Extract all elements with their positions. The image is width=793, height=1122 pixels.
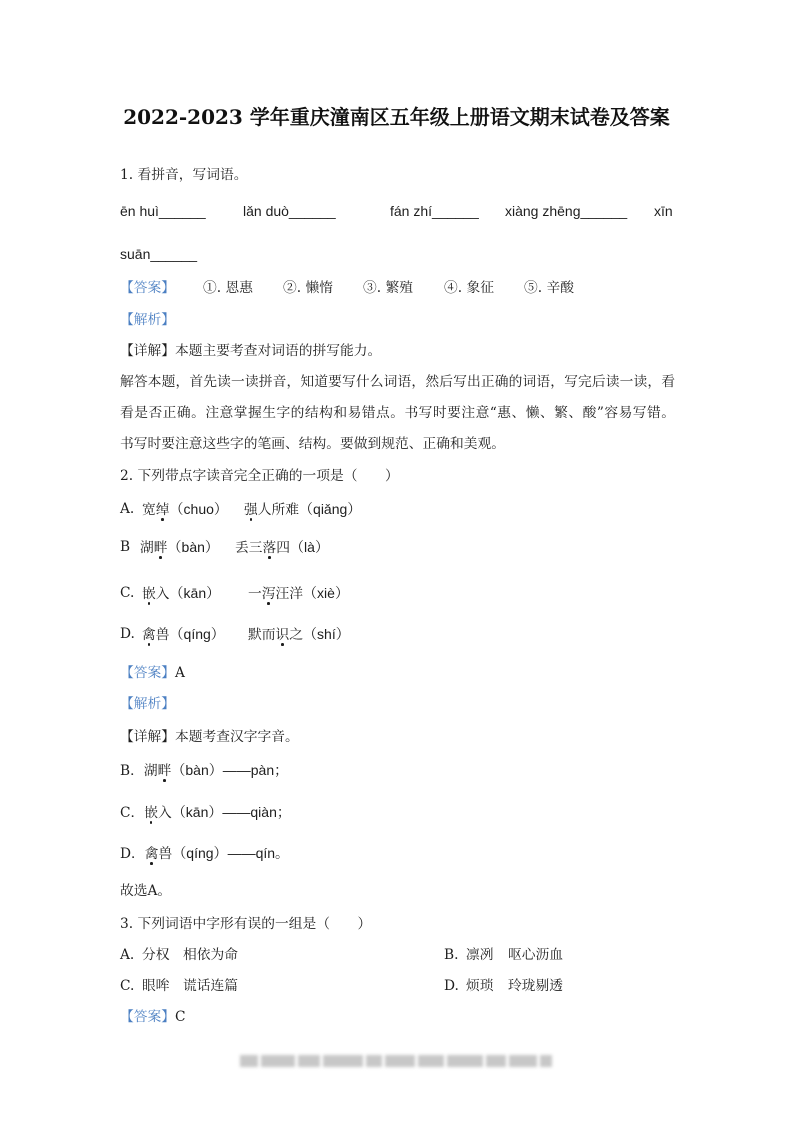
option-letter: B． [120,763,144,779]
word-text: 兽 [158,846,173,862]
answer-item: ③. 繁殖 [363,280,413,296]
word-text: 宽 [142,502,156,518]
emphasis-char: 泻 [261,586,276,602]
option-word [235,537,329,558]
option-word: 相依为命 [183,947,239,963]
option-word [248,583,349,604]
answer-label: 【答案】 [120,280,176,296]
word-text: 人所难 [257,502,300,518]
emphasis-char: 畔 [153,540,168,556]
option-word [142,499,228,520]
pinyin-annotation: （chuo） [169,501,228,517]
pinyin-annotation: （bàn） [167,539,219,555]
option-letter: B. [444,947,459,963]
option-word: 眼哞 [142,978,170,994]
detail-text: 本题考查汉字字音。 [175,729,299,745]
option-word: 烦琐 [466,978,494,994]
option-word [142,583,220,604]
option-letter: A. [120,947,135,963]
explanation-line: 书写时要注意这些字的笔画、结构。要做到规范、正确和美观。 [120,436,506,452]
option-letter: C. [120,978,135,994]
answer-value: A [175,665,185,681]
word-text: 湖 [143,763,158,779]
answer-item: ④. 象征 [444,280,494,296]
explanation-line: 看是否正确。注意掌握生字的结构和易错点。书写时要注意“惠、懒、繁、酸”容易写错。 [120,405,675,421]
option-letter: D. [444,978,459,994]
q3-stem: 3. 下列词语中字形有误的一组是（ ） [120,916,372,932]
pinyin-annotation: （qiǎng） [299,501,362,517]
emphasis-char: 识 [275,627,290,643]
q1-detail [120,341,381,361]
q2-correction-b [120,760,288,780]
option-letter: C. [120,585,135,601]
detail-text: 本题主要考查对词语的拼写能力。 [175,343,382,359]
detail-label: 【详解】 [120,729,176,745]
word-text: 入 [155,586,170,602]
option-word [140,537,219,558]
pinyin-annotation: （kān） [171,804,223,820]
emphasis-char: 嵌 [142,586,156,602]
option-letter: C． [120,805,145,821]
emphasis-char: 强 [244,502,258,518]
pinyin-annotation: （xiè） [303,585,349,601]
q1-pinyin-row [120,201,680,221]
q2-option-a [120,499,680,519]
q2-correction-c [120,802,291,822]
emphasis-char: 禽 [142,627,156,643]
blurred-footer-watermark [240,1055,555,1069]
option-word: 谎话连篇 [183,978,239,994]
option-word [244,499,361,520]
q2-stem: 2. 下列带点字读音完全正确的一项是（ ） [120,468,399,484]
page-title: 2022-2023 学年重庆潼南区五年级上册语文期末试卷及答案 [123,105,670,129]
pinyin-item: xīn [654,203,673,219]
word-text: 入 [158,805,172,821]
pinyin-annotation: （qíng） [172,845,228,861]
answer-item: ⑤. 辛酸 [524,280,574,296]
q2-option-c [120,583,680,603]
emphasis-char: 畔 [157,763,172,779]
option-letter: B [120,539,131,555]
answer-label: 【答案】 [120,665,176,681]
analysis-label: 【解析】 [120,696,176,712]
correct-pinyin: ——qiàn； [222,804,291,820]
word-text: 湖 [140,540,154,556]
option-word: 分权 [142,947,170,963]
q3-answer [120,1007,186,1027]
answer-item: ①. 恩惠 [203,280,253,296]
pinyin-item: ēn huì______ [120,203,206,219]
word-text: 汪洋 [275,586,304,602]
pinyin-annotation: （kān） [169,585,221,601]
detail-label: 【详解】 [120,343,176,359]
q2-correction-d [120,843,289,863]
pinyin-item: suān______ [120,246,198,262]
q1-stem: 1. 看拼音，写词语。 [120,167,248,183]
pinyin-item: lǎn duò______ [243,203,336,219]
option-letter: A. [120,501,135,517]
word-text: 丢三 [235,540,263,556]
word-text: 之 [289,627,304,643]
emphasis-char: 绰 [155,502,170,518]
q1-answer-row [120,278,680,298]
pinyin-annotation: （shí） [303,626,350,642]
word-text: 兽 [155,627,170,643]
q3-options-row-2 [120,976,680,996]
q2-option-d [120,624,680,644]
pinyin-item: xiàng zhēng______ [505,203,628,219]
q3-options-row-1 [120,945,680,965]
emphasis-char: 禽 [144,846,159,862]
pinyin-annotation: （là） [290,539,329,555]
option-word [142,624,225,645]
option-word: 玲珑剔透 [508,978,564,994]
pinyin-item: fán zhí______ [390,203,479,219]
q2-conclusion: 故选A。 [120,883,172,899]
option-word: 凛冽 [466,947,494,963]
option-letter: D. [120,626,135,642]
pinyin-annotation: （bàn） [171,762,223,778]
explanation-line: 解答本题，首先读一读拼音，知道要写什么词语，然后写出正确的词语，写完后读一读，看 [120,374,675,390]
pinyin-annotation: （qíng） [169,626,225,642]
answer-item: ②. 懒惰 [283,280,333,296]
emphasis-char: 落 [262,540,277,556]
answer-label: 【答案】 [120,1009,176,1025]
correct-pinyin: ——qín。 [227,845,290,861]
option-word [248,624,350,645]
q2-answer [120,663,185,683]
word-text: 四 [276,540,291,556]
analysis-label: 【解析】 [120,312,176,328]
option-word: 呕心沥血 [508,947,564,963]
word-text: 一 [248,586,262,602]
emphasis-char: 嵌 [144,805,159,821]
word-text: 默而 [248,627,276,643]
q2-detail [120,727,299,747]
correct-pinyin: ——pàn； [222,762,289,778]
q2-option-b [120,537,680,557]
option-letter: D． [120,846,145,862]
answer-value: C [175,1009,186,1025]
